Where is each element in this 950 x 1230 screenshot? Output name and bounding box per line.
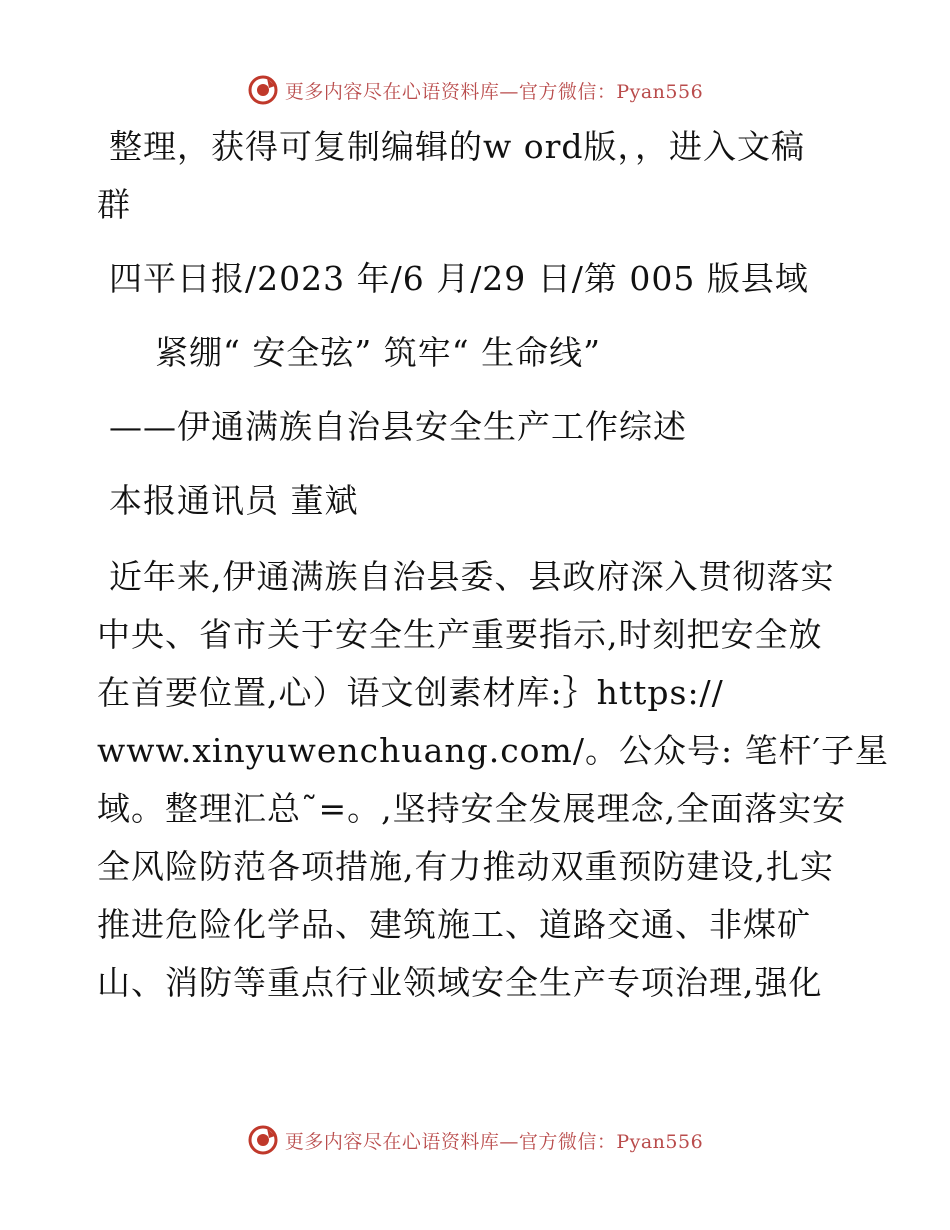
- body-line: www.xinyuwenchuang.com/。公众号: 笔杆′子星: [97, 731, 890, 770]
- body-line: 在首要位置,心）语文创素材库:｝https://: [97, 673, 724, 712]
- intro-line-1: 整理，获得可复制编辑的w ord版，，进入文稿: [109, 127, 806, 166]
- document-body: [97, 118, 890, 1012]
- body-line: 近年来,伊通满族自治县委、县政府深入贯彻落实: [109, 557, 835, 596]
- article-byline: 本报通讯员 董斌: [109, 481, 359, 520]
- body-line: 推进危险化学品、建筑施工、道路交通、非煤矿: [97, 905, 811, 944]
- source-line: 四平日报/2023 年/6 月/29 日/第 005 版县域: [109, 259, 809, 298]
- header-watermark: [0, 70, 950, 110]
- body-line: 域。整理汇总˜=。,坚持安全发展理念,全面落实安: [97, 789, 847, 828]
- article-title: 紧绷“ 安全弦” 筑牢“ 生命线”: [155, 333, 601, 372]
- brand-logo-icon: [247, 1124, 279, 1156]
- article-subtitle: ——伊通满族自治县安全生产工作综述: [109, 407, 687, 446]
- body-line: 山、消防等重点行业领域安全生产专项治理,强化: [97, 963, 823, 1002]
- article-paragraph: [97, 548, 890, 1012]
- intro-line-2: 群: [97, 185, 131, 224]
- body-line: 中央、省市关于安全生产重要指示,时刻把安全放: [97, 615, 823, 654]
- footer-watermark: [0, 1120, 950, 1160]
- watermark-text: 更多内容尽在心语资料库—官方微信：Pyan556: [284, 1130, 704, 1153]
- brand-logo-icon: [247, 74, 279, 106]
- body-line: 全风险防范各项措施,有力推动双重预防建设,扎实: [97, 847, 834, 886]
- watermark-text: 更多内容尽在心语资料库—官方微信：Pyan556: [284, 80, 704, 103]
